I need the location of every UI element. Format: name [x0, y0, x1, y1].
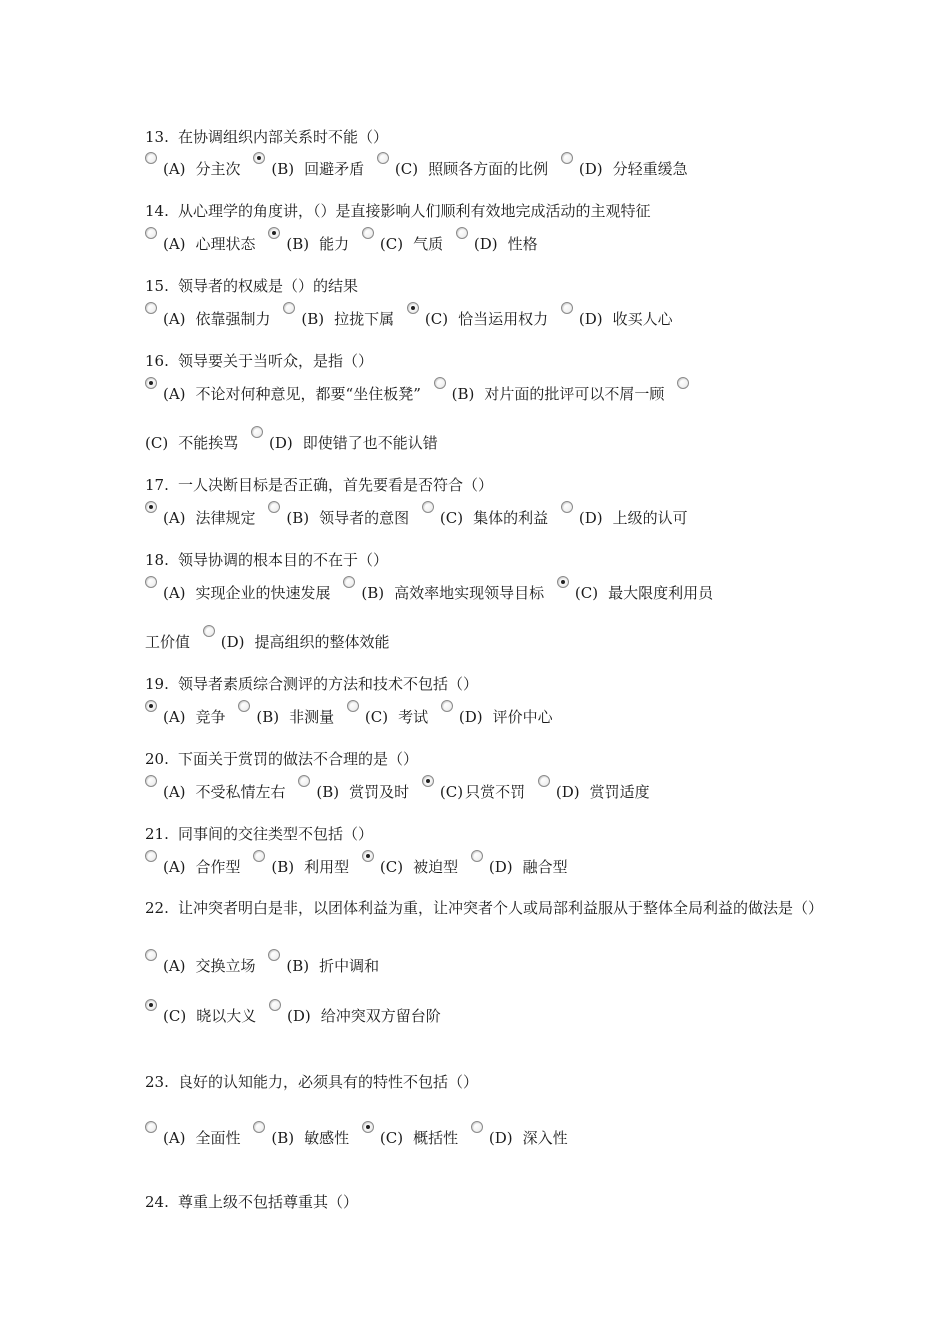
radio-button[interactable]	[145, 227, 157, 239]
radio-button[interactable]	[471, 850, 483, 862]
question-16-title	[145, 351, 373, 371]
question-text: 一人决断目标是否正确，首先要看是否符合（）	[178, 476, 494, 494]
radio-button[interactable]	[434, 377, 446, 389]
question-number: 23.	[145, 1073, 169, 1091]
option-a[interactable]: (A) 不受私情左右	[145, 779, 286, 805]
option-c[interactable]: (C) 气质	[362, 231, 443, 257]
option-b[interactable]: (B) 折中调和	[268, 953, 379, 979]
radio-button[interactable]	[268, 949, 280, 961]
option-b[interactable]: (B) 拉拢下属	[283, 306, 394, 332]
radio-button[interactable]	[561, 501, 573, 513]
question-14-title	[145, 201, 651, 221]
question-text: 领导协调的根本目的不在于（）	[178, 551, 389, 569]
radio-button[interactable]	[145, 152, 157, 164]
option-b[interactable]: (B) 高效率地实现领导目标	[343, 580, 544, 606]
radio-button[interactable]	[347, 700, 359, 712]
option-b[interactable]: (B) 对片面的批评可以不屑一顾	[434, 381, 665, 407]
question-text: 领导者素质综合测评的方法和技术不包括（）	[178, 675, 479, 693]
option-a[interactable]: (A) 实现企业的快速发展	[145, 580, 331, 606]
radio-button[interactable]	[145, 377, 157, 389]
radio-button[interactable]	[253, 850, 265, 862]
question-19-options	[145, 704, 553, 730]
question-14-options	[145, 231, 538, 257]
radio-button[interactable]	[557, 576, 569, 588]
question-number: 15.	[145, 277, 169, 295]
radio-button[interactable]	[283, 302, 295, 314]
question-24-title	[145, 1192, 358, 1212]
radio-button[interactable]	[251, 426, 263, 438]
option-d[interactable]: (D) 深入性	[471, 1125, 568, 1151]
question-23-options	[145, 1125, 568, 1151]
option-d[interactable]: (D) 分轻重缓急	[561, 156, 688, 182]
radio-button[interactable]	[561, 302, 573, 314]
radio-button[interactable]	[253, 152, 265, 164]
option-c[interactable]: (C) 只赏不罚	[422, 779, 525, 805]
option-c[interactable]: (C) 不能挨骂	[145, 434, 239, 452]
question-text: 良好的认知能力，必须具有的特性不包括（）	[178, 1073, 479, 1091]
option-b[interactable]: (B) 非测量	[238, 704, 334, 730]
option-a[interactable]: (A) 交换立场	[145, 953, 256, 979]
question-23-title	[145, 1072, 478, 1092]
question-number: 19.	[145, 675, 169, 693]
question-number: 16.	[145, 352, 169, 370]
option-c[interactable]: (C) 被迫型	[362, 854, 458, 880]
option-c[interactable]: (C) 恰当运用权力	[407, 306, 548, 332]
option-c[interactable]: (C) 照顾各方面的比例	[377, 156, 548, 182]
option-c[interactable]: (C) 晓以大义	[145, 1003, 256, 1029]
radio-button[interactable]	[362, 1121, 374, 1133]
radio-button[interactable]	[203, 625, 215, 637]
question-20-title	[145, 749, 418, 769]
question-19-title	[145, 674, 478, 694]
radio-button[interactable]	[677, 377, 689, 389]
question-text: 尊重上级不包括尊重其（）	[178, 1193, 359, 1211]
option-d[interactable]: (D) 融合型	[471, 854, 568, 880]
radio-button[interactable]	[561, 152, 573, 164]
option-b[interactable]: (B) 回避矛盾	[253, 156, 364, 182]
option-b[interactable]: (B) 敏感性	[253, 1125, 349, 1151]
question-17-options	[145, 505, 688, 531]
question-text: 让冲突者明白是非，以团体利益为重，让冲突者个人或局部利益服从于整体全局利益的做法是（）	[178, 899, 824, 917]
question-number: 24.	[145, 1193, 169, 1211]
question-16-options	[145, 381, 695, 407]
question-20-options	[145, 779, 650, 805]
radio-button[interactable]	[268, 501, 280, 513]
option-c[interactable]: (C) 考试	[347, 704, 428, 730]
question-16-options-wrap	[145, 430, 438, 456]
option-c[interactable]: (C) 概括性	[362, 1125, 458, 1151]
question-number: 17.	[145, 476, 169, 494]
option-d[interactable]: (D) 上级的认可	[561, 505, 688, 531]
question-text: 同事间的交往类型不包括（）	[178, 825, 374, 843]
option-b[interactable]: (B) 能力	[268, 231, 349, 257]
question-21-title	[145, 824, 373, 844]
question-15-title	[145, 276, 358, 296]
option-d[interactable]: (D) 性格	[456, 231, 538, 257]
option-a[interactable]: (A) 分主次	[145, 156, 241, 182]
radio-button[interactable]	[422, 501, 434, 513]
option-b[interactable]: (B) 利用型	[253, 854, 349, 880]
radio-button[interactable]	[145, 949, 157, 961]
option-a[interactable]: (A) 全面性	[145, 1125, 241, 1151]
radio-button[interactable]	[145, 501, 157, 513]
option-c-radio-trailing[interactable]	[677, 381, 695, 407]
option-d[interactable]: (D) 给冲突双方留台阶	[269, 1003, 441, 1029]
option-b[interactable]: (B) 领导者的意图	[268, 505, 409, 531]
question-number: 13.	[145, 128, 169, 146]
question-text: 领导要关于当听众，是指（）	[178, 352, 374, 370]
radio-button[interactable]	[298, 775, 310, 787]
question-18-options	[145, 580, 713, 606]
radio-button[interactable]	[253, 1121, 265, 1133]
question-number: 22.	[145, 899, 169, 917]
question-21-options	[145, 854, 568, 880]
option-c-text-continued: 工价值	[145, 633, 191, 651]
radio-button[interactable]	[441, 700, 453, 712]
option-a[interactable]: (A) 合作型	[145, 854, 241, 880]
option-a[interactable]: (A) 心理状态	[145, 231, 256, 257]
option-d[interactable]: (D) 提高组织的整体效能	[203, 629, 390, 655]
radio-button[interactable]	[268, 227, 280, 239]
radio-button[interactable]	[145, 576, 157, 588]
question-number: 14.	[145, 202, 169, 220]
question-text: 下面关于赏罚的做法不合理的是（）	[178, 750, 419, 768]
question-text: 在协调组织内部关系时不能（）	[178, 128, 389, 146]
option-a[interactable]: (A) 竞争	[145, 704, 226, 730]
radio-button[interactable]	[269, 999, 281, 1011]
option-d[interactable]: (D) 赏罚适度	[538, 779, 650, 805]
question-18-title	[145, 550, 388, 570]
option-d[interactable]: (D) 评价中心	[441, 704, 553, 730]
question-13-title	[145, 127, 388, 147]
radio-button[interactable]	[422, 775, 434, 787]
option-b[interactable]: (B) 赏罚及时	[298, 779, 409, 805]
radio-button[interactable]	[471, 1121, 483, 1133]
option-c[interactable]: (C) 集体的利益	[422, 505, 548, 531]
radio-button[interactable]	[145, 302, 157, 314]
option-a[interactable]: (A) 法律规定	[145, 505, 256, 531]
question-22-options-row2	[145, 1003, 441, 1029]
question-text: 从心理学的角度讲，（）是直接影响人们顺利有效地完成活动的主观特征	[178, 202, 651, 220]
option-c[interactable]: (C) 最大限度利用员	[557, 580, 713, 606]
option-a[interactable]: (A) 依靠强制力	[145, 306, 271, 332]
radio-button[interactable]	[238, 700, 250, 712]
option-a[interactable]: (A) 不论对何种意见，都要“坐住板凳”	[145, 381, 421, 407]
question-number: 20.	[145, 750, 169, 768]
radio-button[interactable]	[362, 227, 374, 239]
question-15-options	[145, 306, 673, 332]
radio-button[interactable]	[343, 576, 355, 588]
question-number: 21.	[145, 825, 169, 843]
question-22-title	[145, 896, 825, 921]
radio-button[interactable]	[362, 850, 374, 862]
radio-button[interactable]	[407, 302, 419, 314]
radio-button[interactable]	[145, 700, 157, 712]
radio-button[interactable]	[538, 775, 550, 787]
question-17-title	[145, 475, 493, 495]
option-d[interactable]: (D) 即使错了也不能认错	[251, 430, 438, 456]
radio-button[interactable]	[145, 850, 157, 862]
question-18-options-wrap	[145, 629, 390, 655]
question-13-options	[145, 156, 688, 182]
radio-button[interactable]	[456, 227, 468, 239]
radio-button[interactable]	[145, 775, 157, 787]
question-22-options	[145, 953, 379, 979]
radio-button[interactable]	[377, 152, 389, 164]
option-d[interactable]: (D) 收买人心	[561, 306, 673, 332]
question-text: 领导者的权威是（）的结果	[178, 277, 359, 295]
radio-button[interactable]	[145, 1121, 157, 1133]
question-number: 18.	[145, 551, 169, 569]
radio-button[interactable]	[145, 999, 157, 1011]
